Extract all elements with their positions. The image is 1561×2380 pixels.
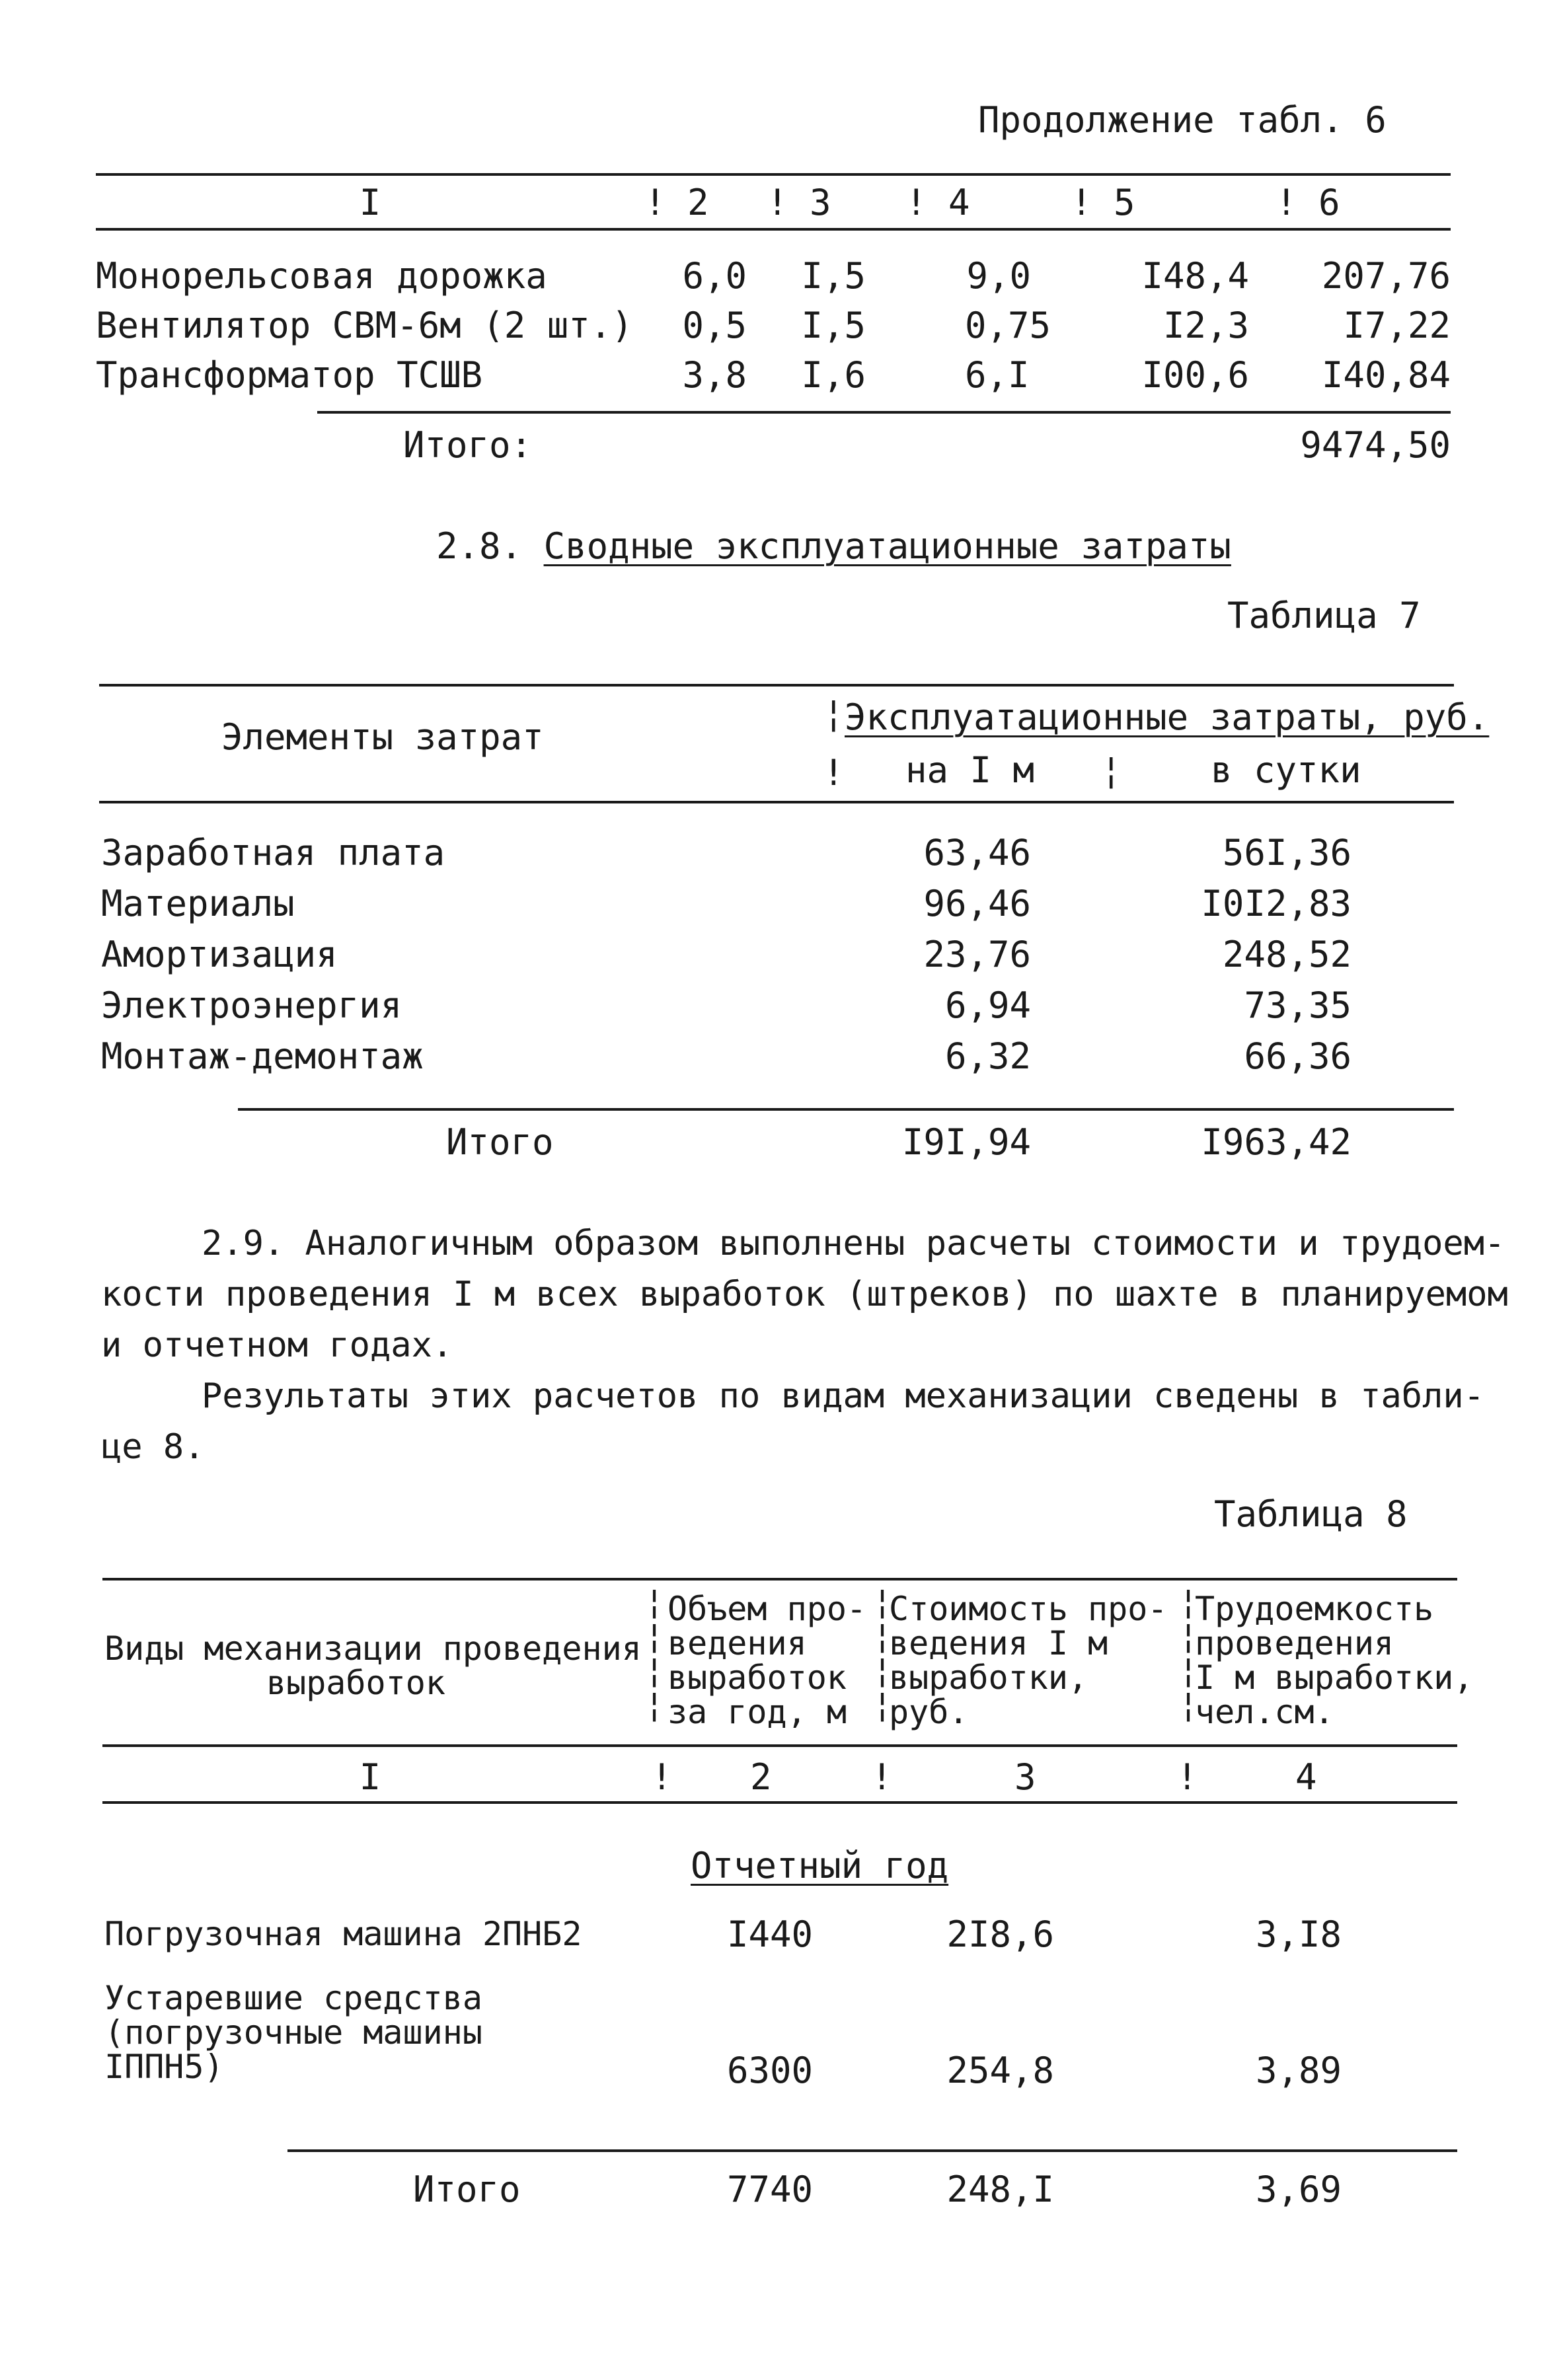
table8-divider: !	[871, 1756, 893, 1798]
table7-top-rule	[99, 684, 1454, 687]
table6-cell: 207,76	[1321, 255, 1451, 297]
paragraph-line: и отчетном годах.	[101, 1325, 453, 1365]
table6-cell: 6,0	[682, 255, 747, 297]
table7-total-per-day: I963,42	[1201, 1121, 1352, 1163]
table7-header-rule	[99, 801, 1454, 803]
table8-col3-header-line: руб.	[889, 1693, 969, 1731]
table7-col-per-m: на I м	[905, 749, 1035, 791]
table8-col3-header-line: выработки,	[889, 1658, 1088, 1697]
table8-number-rule	[102, 1801, 1457, 1804]
paragraph-line: це 8.	[101, 1427, 205, 1467]
table6-top-rule	[96, 173, 1451, 176]
table8-cost: 2I8,6	[946, 1914, 1054, 1955]
table8-divider: ¦ ¦ ¦ ¦	[872, 1582, 893, 1724]
table8-col4-header-line: проведения	[1195, 1624, 1394, 1662]
table8-cost: 254,8	[946, 2050, 1054, 2091]
table6-colnum-4: ! 4	[905, 182, 970, 223]
section-number: 2.8.	[436, 525, 523, 567]
table7-per-m: 63,46	[923, 832, 1031, 874]
table8-col2-header-line: выработок	[667, 1658, 847, 1697]
table6-total-value: 9474,50	[1300, 424, 1451, 466]
table6-cell: I2,3	[1162, 305, 1249, 346]
table7-divider: !	[823, 752, 845, 794]
table7-row-name: Амортизация	[101, 934, 338, 975]
table8-col1-header-line: выработок	[266, 1664, 445, 1702]
table8-col4-header-line: чел.см.	[1195, 1693, 1334, 1731]
table7-per-m: 96,46	[923, 883, 1031, 924]
table8-volume: I440	[726, 1914, 813, 1955]
table8-col2-header-line: за год, м	[667, 1693, 847, 1731]
table8-colnum-2: 2	[750, 1756, 772, 1798]
table7-total-label: Итого	[446, 1121, 554, 1163]
table8-col3-header-line: Стоимость про-	[889, 1590, 1168, 1628]
table8-row-name: IППН5)	[104, 2048, 224, 2086]
table6-cell: I40,84	[1321, 354, 1451, 396]
paragraph-line: кости проведения I м всех выработок (штреков) по шахте в планируемом	[101, 1275, 1508, 1314]
table8-col4-header-line: Трудоемкость	[1195, 1590, 1434, 1628]
table6-cell: I48,4	[1141, 255, 1249, 297]
table6-cell: I00,6	[1141, 354, 1249, 396]
section-heading	[436, 525, 1231, 567]
table8-labor: 3,I8	[1255, 1914, 1342, 1955]
table6-total-label: Итого:	[403, 424, 533, 466]
table6-total-rule	[317, 411, 1451, 414]
table8-labor: 3,89	[1255, 2050, 1342, 2091]
table6-colnum-2: ! 2	[644, 182, 709, 223]
table8-colnum-1: I	[359, 1756, 381, 1798]
table8-colnum-3: 3	[1014, 1756, 1036, 1798]
table8-top-rule	[102, 1578, 1457, 1580]
table8-divider: ¦ ¦ ¦ ¦	[1178, 1582, 1199, 1724]
table6-cell: 6,I	[965, 354, 1030, 396]
table7-col-per-day: в сутки	[1211, 749, 1361, 791]
table7-row-name: Заработная плата	[101, 832, 445, 874]
table6-caption: Продолжение табл. 6	[978, 99, 1387, 141]
table6-colnum-1: I	[359, 182, 381, 223]
table8-divider: !	[1176, 1756, 1198, 1798]
table6-cell: I7,22	[1343, 305, 1451, 346]
table7-per-m: 23,76	[923, 934, 1031, 975]
table7-per-day: I0I2,83	[1201, 883, 1352, 924]
table8-row-name: Погрузочная машина 2ПНБ2	[104, 1915, 582, 1953]
table7-per-m: 6,94	[944, 985, 1031, 1026]
table7-per-day: 248,52	[1222, 934, 1352, 975]
table8-colnum-4: 4	[1295, 1756, 1317, 1798]
table8-col2-header-line: ведения	[667, 1624, 807, 1662]
table7-per-day: 73,35	[1244, 985, 1352, 1026]
paragraph-line: Результаты этих расчетов по видам механизации сведены в табли-	[202, 1376, 1485, 1416]
table6-colnum-6: ! 6	[1275, 182, 1340, 223]
table7-per-m: 6,32	[944, 1035, 1031, 1077]
table6-row-name: Трансформатор ТСШВ	[96, 354, 483, 396]
table8-total-rule	[287, 2149, 1457, 2152]
table8-col1-header-line: Виды механизации проведения	[104, 1629, 642, 1668]
table6-cell: I,5	[801, 305, 866, 346]
table8-col3-header-line: ведения I м	[889, 1624, 1108, 1662]
table7-group-header: Эксплуатационные затраты, руб.	[845, 696, 1490, 738]
table7-col-elements: Элементы затрат	[221, 716, 544, 758]
table6-cell: I,5	[801, 255, 866, 297]
table6-colnum-5: ! 5	[1071, 182, 1135, 223]
table8-divider: !	[651, 1756, 673, 1798]
table8-header-rule	[102, 1744, 1457, 1747]
table7-per-day: 66,36	[1244, 1035, 1352, 1077]
table8-volume: 6300	[726, 2050, 813, 2091]
table6-cell: 0,75	[965, 305, 1051, 346]
paragraph-line: 2.9. Аналогичным образом выполнены расчеты стоимости и трудоем-	[202, 1224, 1505, 1263]
table6-cell: I,6	[801, 354, 866, 396]
table7-divider: ¦	[1100, 749, 1122, 791]
section-title: Сводные эксплуатационные затраты	[543, 525, 1231, 567]
table8-total-labor: 3,69	[1255, 2169, 1342, 2210]
table6-cell: 3,8	[682, 354, 747, 396]
table8-row-name: (погрузочные машины	[104, 2013, 482, 2052]
table8-total-volume: 7740	[726, 2169, 813, 2210]
table8-divider: ¦ ¦ ¦ ¦	[644, 1582, 665, 1724]
table6-row-name: Монорельсовая дорожка	[96, 255, 547, 297]
table8-caption: Таблица 8	[1214, 1493, 1408, 1535]
table6-row-name: Вентилятор СВМ-6м (2 шт.)	[96, 305, 633, 346]
table7-row-name: Монтаж-демонтаж	[101, 1035, 424, 1077]
table8-col4-header-line: I м выработки,	[1195, 1658, 1474, 1697]
table7-row-name: Электроэнергия	[101, 985, 402, 1026]
table8-total-label: Итого	[413, 2169, 521, 2210]
table6-cell: 9,0	[966, 255, 1031, 297]
table7-row-name: Материалы	[101, 883, 295, 924]
table6-colnum-3: ! 3	[767, 182, 831, 223]
table8-col2-header-line: Объем про-	[667, 1590, 867, 1628]
table6-cell: 0,5	[682, 305, 747, 346]
table8-row-name: Устаревшие средства	[104, 1979, 482, 2017]
table7-total-rule	[238, 1108, 1454, 1111]
table7-per-day: 56I,36	[1222, 832, 1352, 874]
table6-header-rule	[96, 228, 1451, 231]
table8-section-title: Отчетный год	[691, 1845, 949, 1886]
table7-total-per-m: I9I,94	[901, 1121, 1031, 1163]
table8-total-cost: 248,I	[946, 2169, 1054, 2210]
table7-caption: Таблица 7	[1227, 595, 1421, 636]
table7-divider: ¦	[823, 692, 845, 734]
